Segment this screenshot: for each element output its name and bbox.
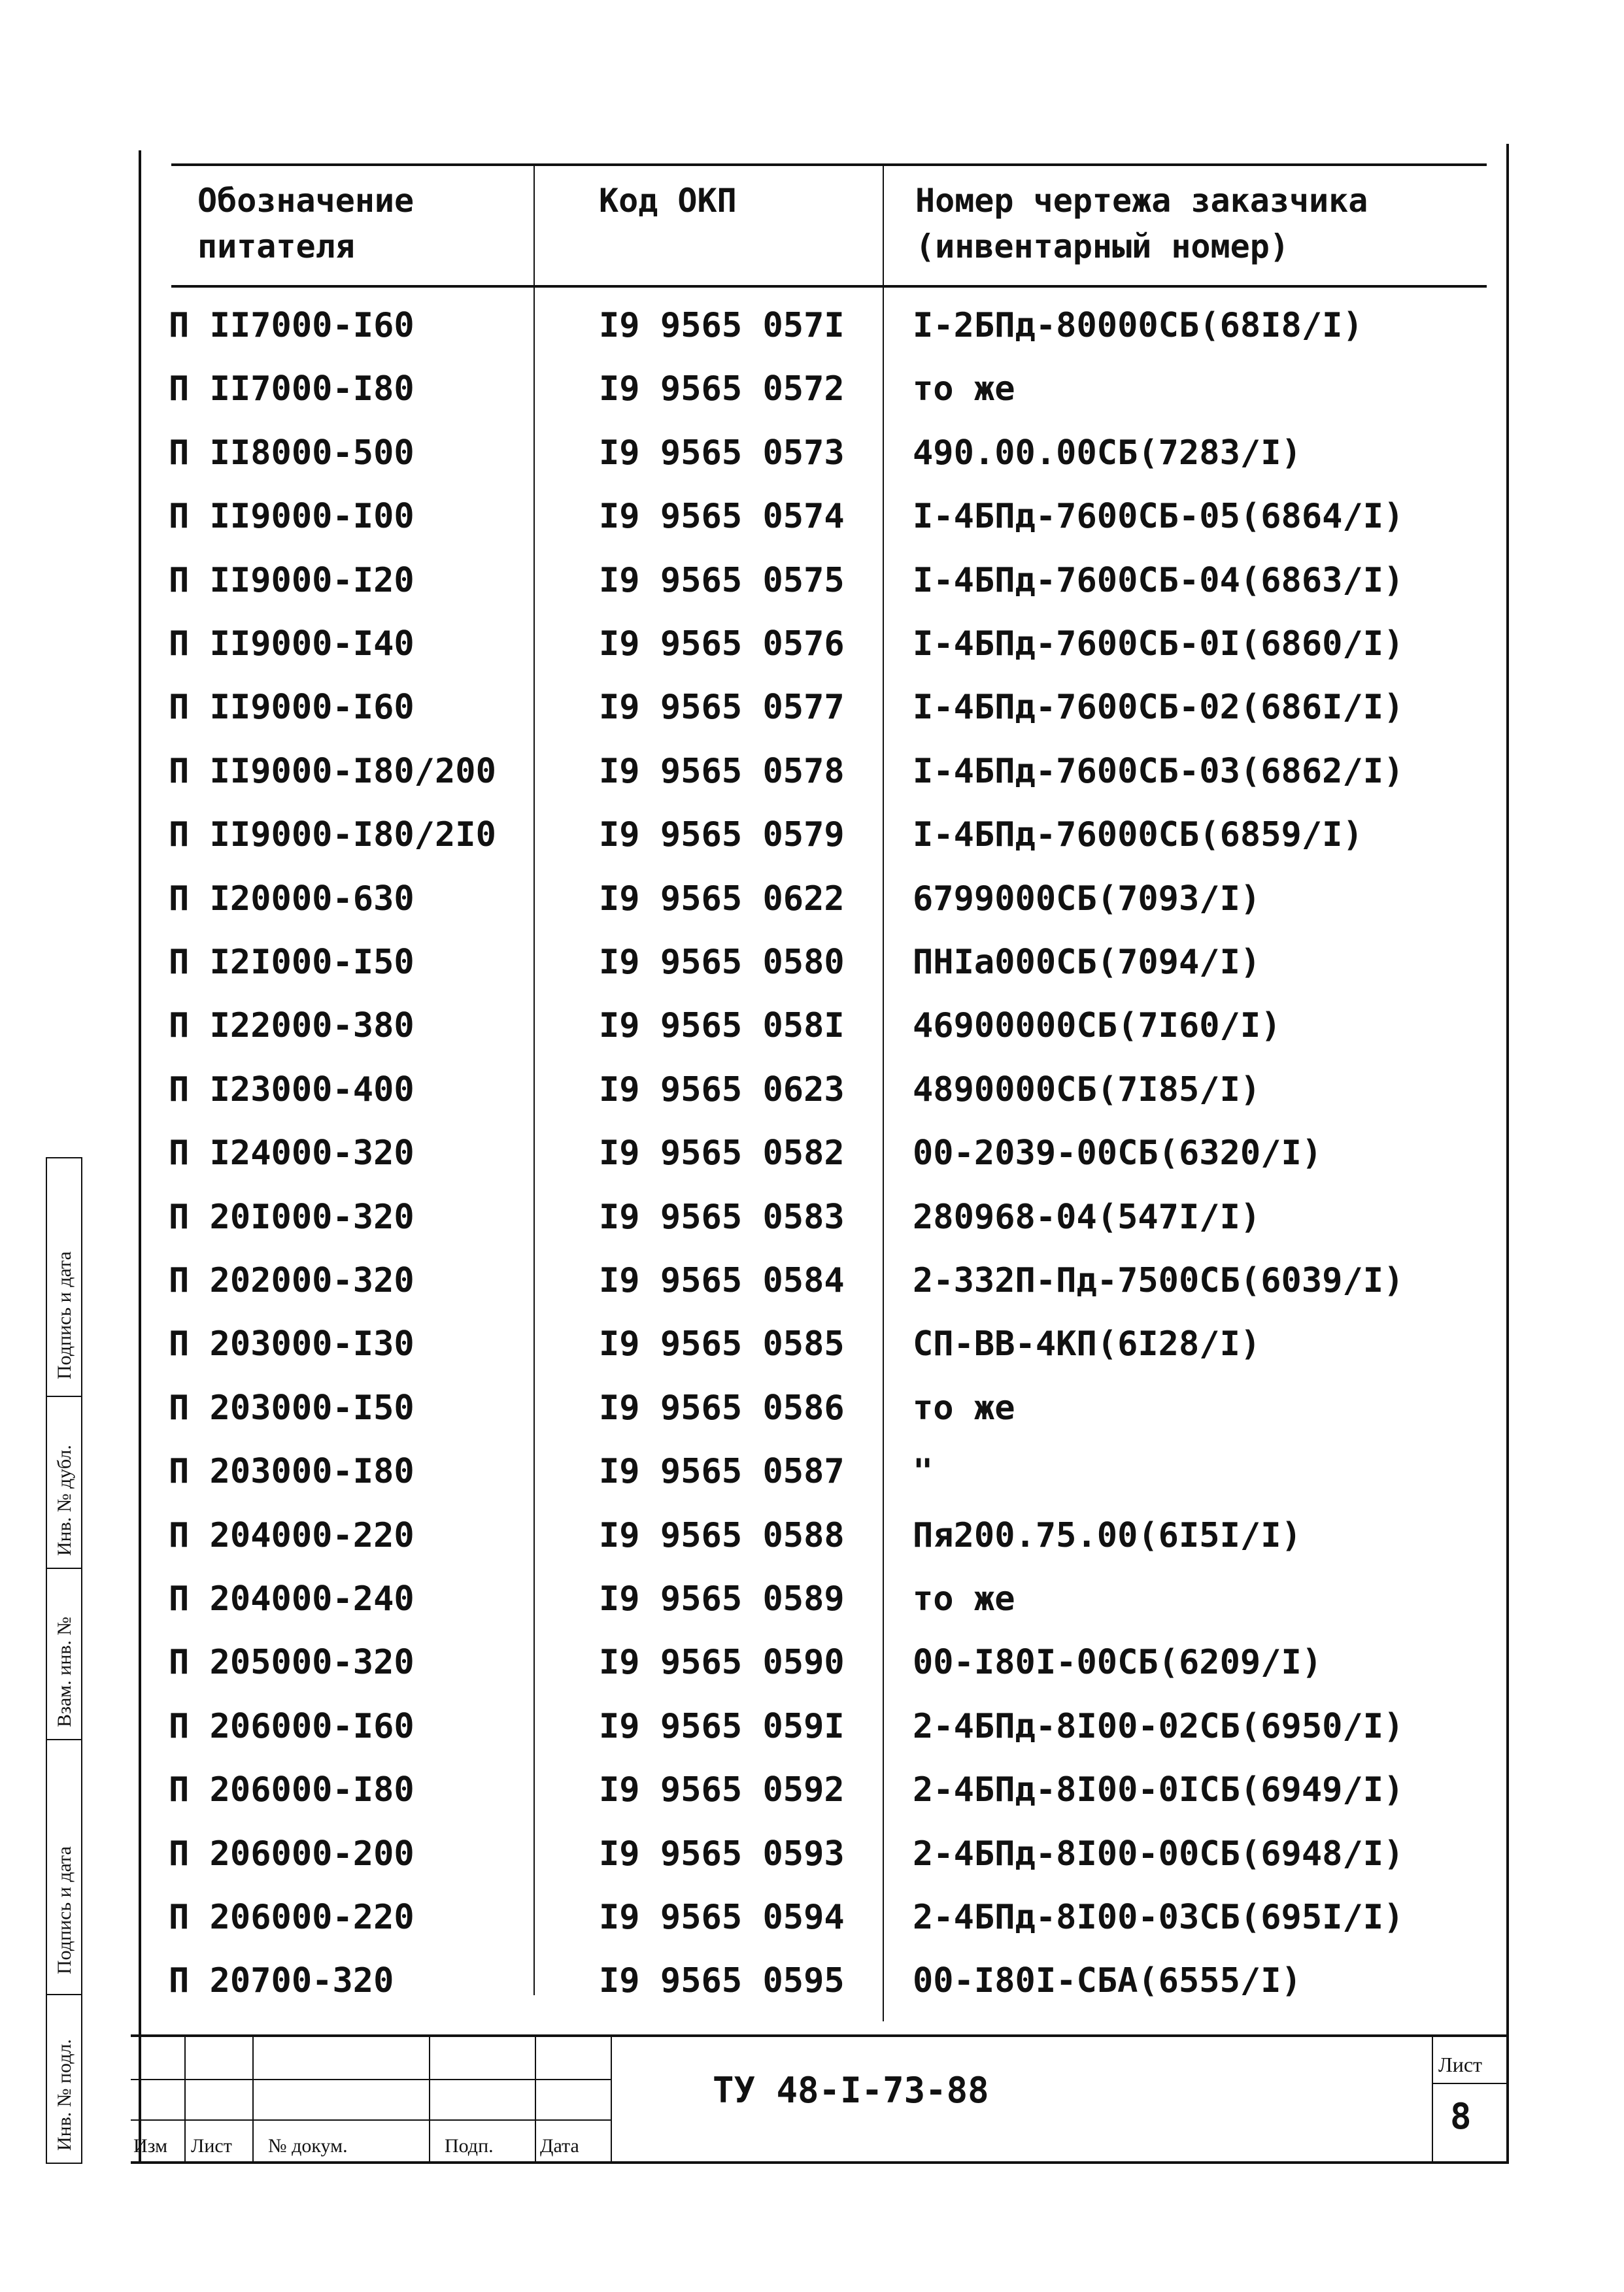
designation-cell: П 203000-I50	[169, 1389, 414, 1428]
drawing-number-cell: I-4БПд-7600СБ-03(6862/I)	[913, 752, 1404, 791]
drawing-number-cell: ПНIа000СБ(7094/I)	[913, 943, 1261, 982]
okp-code-cell: I9 9565 0622	[599, 879, 845, 918]
okp-code-cell: I9 9565 0580	[599, 943, 845, 982]
stamp-label-date: Дата	[540, 2135, 579, 2157]
header-drawing-number: Номер чертежа заказчика (инвентарный номер)	[915, 182, 1368, 265]
side-strip-top	[46, 1157, 82, 1158]
stamp-col-4	[535, 2036, 536, 2163]
stamp-col-5	[611, 2036, 612, 2163]
okp-code-cell: I9 9565 059I	[599, 1707, 845, 1746]
designation-cell: П II8000-500	[169, 433, 414, 473]
drawing-number-cell: "	[913, 1452, 934, 1491]
stamp-col-1	[184, 2036, 186, 2163]
designation-cell: П II9000-I20	[169, 561, 414, 600]
stamp-label-signature: Подп.	[445, 2135, 494, 2157]
okp-code-cell: I9 9565 0587	[599, 1452, 845, 1491]
column-divider-1	[533, 165, 535, 1995]
table-top-rule	[171, 163, 1487, 166]
okp-code-cell: I9 9565 0594	[599, 1898, 845, 1937]
stamp-col-2	[252, 2036, 254, 2163]
designation-cell: П 205000-320	[169, 1643, 414, 1682]
drawing-number-cell: 00-I80I-СБА(6555/I)	[913, 1961, 1302, 2000]
drawing-number-cell: 280968-04(547I/I)	[913, 1198, 1261, 1237]
designation-cell: П II9000-I00	[169, 497, 414, 536]
okp-code-cell: I9 9565 0593	[599, 1834, 845, 1874]
okp-code-cell: I9 9565 0588	[599, 1516, 845, 1555]
okp-code-cell: I9 9565 0582	[599, 1134, 845, 1173]
okp-code-cell: I9 9565 0577	[599, 688, 845, 727]
drawing-number-cell: 46900000СБ(7I60/I)	[913, 1006, 1281, 1045]
designation-cell: П 204000-220	[169, 1516, 414, 1555]
drawing-number-cell: то же	[913, 1579, 1015, 1619]
designation-cell: П 206000-220	[169, 1898, 414, 1937]
side-strip-inner	[81, 1157, 82, 2164]
okp-code-cell: I9 9565 0590	[599, 1643, 845, 1682]
stamp-sheet-row	[1432, 2083, 1506, 2084]
designation-cell: П I20000-630	[169, 879, 414, 918]
stamp-row-2	[131, 2119, 611, 2121]
drawing-number-cell: 2-4БПд-8I00-02СБ(6950/I)	[913, 1707, 1404, 1746]
side-strip-divider-4	[46, 1994, 82, 1995]
stamp-bottom-rule	[131, 2161, 1508, 2164]
okp-code-cell: I9 9565 0589	[599, 1579, 845, 1619]
side-label-dup-inv-no: Инв. № дубл.	[54, 1445, 75, 1556]
side-label-signature-date-1: Подпись и дата	[54, 1251, 75, 1379]
stamp-label-sheet: Лист	[191, 2135, 232, 2157]
designation-cell: П II9000-I80/2I0	[169, 815, 496, 854]
okp-code-cell: I9 9565 0574	[599, 497, 845, 536]
document-code: ТУ 48-I-73-88	[713, 2070, 989, 2111]
header-designation: Обозначение питателя	[197, 182, 414, 265]
side-strip-bottom	[46, 2163, 82, 2164]
designation-cell: П I23000-400	[169, 1070, 414, 1109]
designation-cell: П 204000-240	[169, 1579, 414, 1619]
side-strip-outer	[46, 1157, 47, 2164]
drawing-number-cell: 2-4БПд-8I00-03СБ(695I/I)	[913, 1898, 1404, 1937]
okp-code-cell: I9 9565 0575	[599, 561, 845, 600]
okp-code-cell: I9 9565 0579	[599, 815, 845, 854]
side-label-signature-date-2: Подпись и дата	[54, 1846, 75, 1974]
header-okp-code: Код ОКП	[599, 182, 737, 220]
designation-cell: П 20I000-320	[169, 1198, 414, 1237]
designation-cell: П II9000-I80/200	[169, 752, 496, 791]
designation-cell: П 203000-I30	[169, 1324, 414, 1364]
stamp-row-1	[131, 2079, 611, 2080]
side-strip-divider-1	[46, 1396, 82, 1397]
drawing-number-cell: Пя200.75.00(6I5I/I)	[913, 1516, 1302, 1555]
designation-cell: П 206000-200	[169, 1834, 414, 1874]
drawing-number-cell: то же	[913, 1389, 1015, 1428]
drawing-number-cell: I-2БПд-80000СБ(68I8/I)	[913, 306, 1363, 345]
drawing-number-cell: 00-2039-00СБ(6320/I)	[913, 1134, 1323, 1173]
designation-cell: П I2I000-I50	[169, 943, 414, 982]
drawing-number-cell: 490.00.00СБ(7283/I)	[913, 433, 1302, 473]
stamp-sheet-divider	[1432, 2036, 1433, 2163]
okp-code-cell: I9 9565 0595	[599, 1961, 845, 2000]
stamp-label-doc-no: № докум.	[268, 2135, 348, 2157]
drawing-number-cell: СП-ВВ-4КП(6I28/I)	[913, 1324, 1261, 1364]
frame-right-border	[1506, 144, 1509, 2164]
side-label-original-inv-no: Инв. № подл.	[54, 2039, 75, 2151]
designation-cell: П II7000-I80	[169, 369, 414, 409]
frame-left-border	[139, 150, 141, 2164]
column-divider-2	[883, 165, 884, 2021]
sheet-number: 8	[1450, 2096, 1472, 2137]
drawing-number-cell: 6799000СБ(7093/I)	[913, 879, 1261, 918]
designation-cell: П 206000-I80	[169, 1770, 414, 1810]
okp-code-cell: I9 9565 0592	[599, 1770, 845, 1810]
designation-cell: П 20700-320	[169, 1961, 394, 2000]
designation-cell: П I24000-320	[169, 1134, 414, 1173]
okp-code-cell: I9 9565 0583	[599, 1198, 845, 1237]
side-label-replacement-inv-no: Взам. инв. №	[54, 1616, 75, 1727]
okp-code-cell: I9 9565 0576	[599, 624, 845, 664]
drawing-number-cell: 2-4БПд-8I00-0IСБ(6949/I)	[913, 1770, 1404, 1810]
designation-cell: П I22000-380	[169, 1006, 414, 1045]
okp-code-cell: I9 9565 0586	[599, 1389, 845, 1428]
sheet-label: Лист	[1438, 2053, 1483, 2076]
drawing-number-cell: I-4БПд-7600СБ-04(6863/I)	[913, 561, 1404, 600]
designation-cell: П II9000-I60	[169, 688, 414, 727]
table-header-rule	[171, 285, 1487, 288]
designation-cell: П II9000-I40	[169, 624, 414, 664]
okp-code-cell: I9 9565 0585	[599, 1324, 845, 1364]
designation-cell: П II7000-I60	[169, 306, 414, 345]
side-strip-divider-3	[46, 1739, 82, 1740]
okp-code-cell: I9 9565 0578	[599, 752, 845, 791]
designation-cell: П 206000-I60	[169, 1707, 414, 1746]
drawing-number-cell: 4890000СБ(7I85/I)	[913, 1070, 1261, 1109]
drawing-number-cell: I-4БПд-7600СБ-0I(6860/I)	[913, 624, 1404, 664]
drawing-number-cell: 2-4БПд-8I00-00СБ(6948/I)	[913, 1834, 1404, 1874]
stamp-top-rule	[131, 2034, 1508, 2037]
drawing-number-cell: 00-I80I-00СБ(6209/I)	[913, 1643, 1323, 1682]
okp-code-cell: I9 9565 0584	[599, 1261, 845, 1300]
drawing-number-cell: I-4БПд-7600СБ-02(686I/I)	[913, 688, 1404, 727]
drawing-number-cell: I-4БПд-7600СБ-05(6864/I)	[913, 497, 1404, 536]
stamp-col-3	[429, 2036, 430, 2163]
drawing-number-cell: I-4БПд-76000СБ(6859/I)	[913, 815, 1363, 854]
okp-code-cell: I9 9565 057I	[599, 306, 845, 345]
okp-code-cell: I9 9565 058I	[599, 1006, 845, 1045]
drawing-number-cell: то же	[913, 369, 1015, 409]
drawing-number-cell: 2-332П-Пд-7500СБ(6039/I)	[913, 1261, 1404, 1300]
okp-code-cell: I9 9565 0623	[599, 1070, 845, 1109]
side-strip-divider-2	[46, 1568, 82, 1569]
designation-cell: П 203000-I80	[169, 1452, 414, 1491]
designation-cell: П 202000-320	[169, 1261, 414, 1300]
okp-code-cell: I9 9565 0573	[599, 433, 845, 473]
okp-code-cell: I9 9565 0572	[599, 369, 845, 409]
stamp-label-change: Изм	[133, 2135, 168, 2157]
